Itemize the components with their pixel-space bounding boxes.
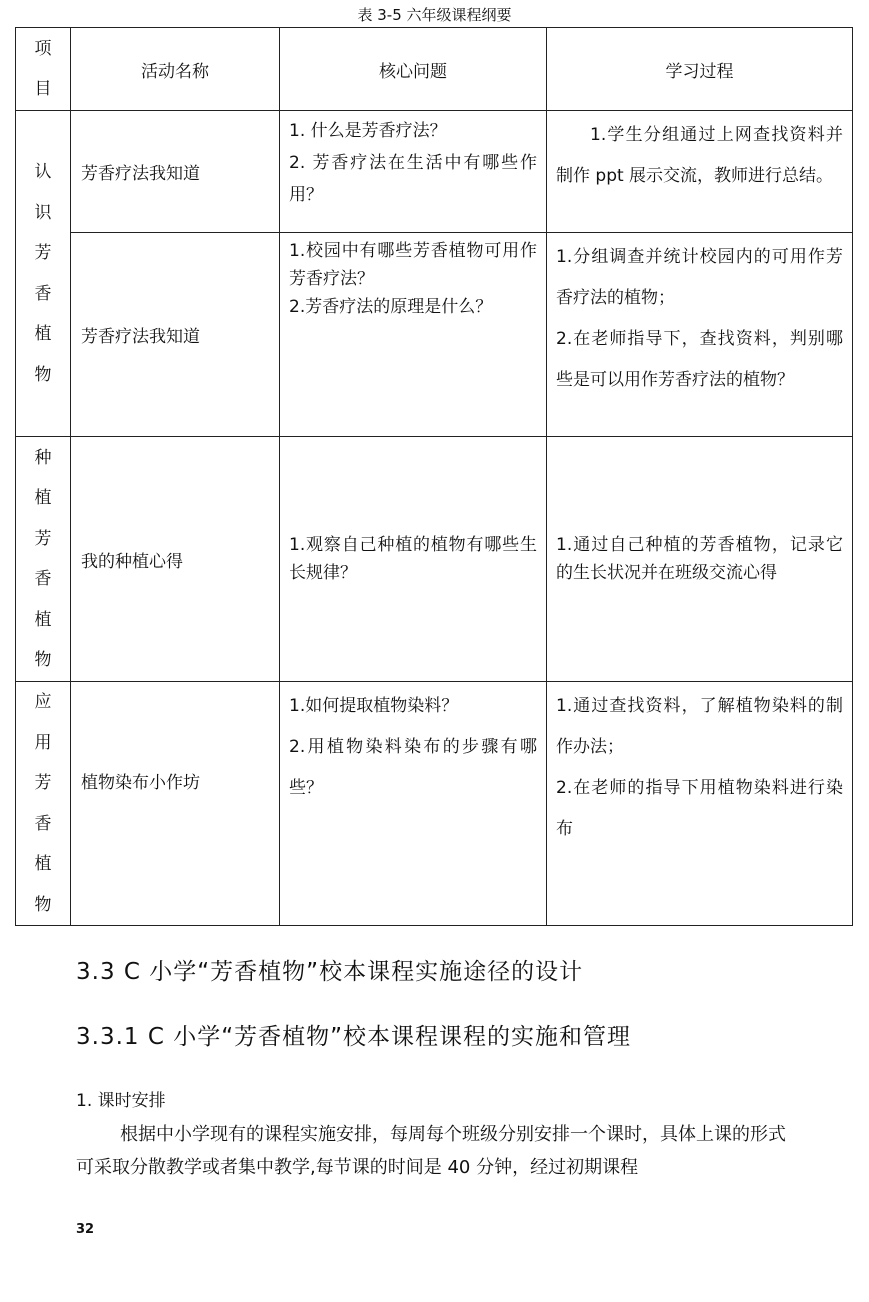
project-cell: 应用芳香植物 — [16, 682, 71, 926]
table-row — [16, 233, 853, 437]
list-item: 1. 课时安排 — [76, 1091, 166, 1111]
subsection-heading: 3.3.1 C 小学“芳香植物”校本课程课程的实施和管理 — [76, 1024, 632, 1050]
course-outline-table — [15, 27, 853, 926]
process-cell: 1.通过查找资料，了解植物染料的制作办法； 2.在老师的指导下用植物染料进行染布 — [547, 682, 853, 926]
project-cell: 认识芳香植物 — [16, 111, 71, 437]
header-question: 核心问题 — [280, 28, 547, 111]
project-cell: 种植芳香植物 — [16, 437, 71, 682]
table-caption: 表 3-5 六年级课程纲要 — [357, 6, 512, 24]
section-heading: 3.3 C 小学“芳香植物”校本课程实施途径的设计 — [76, 959, 584, 985]
activity-cell: 植物染布小作坊 — [71, 682, 280, 926]
process-cell: 1.分组调查并统计校园内的可用作芳香疗法的植物； 2.在老师指导下，查找资料，判别哪些是可以用作芳香疗法的植物？ — [547, 233, 853, 437]
body-paragraph — [76, 1118, 798, 1184]
question-cell: 1. 什么是芳香疗法？ 2. 芳香疗法在生活中有哪些作用？ — [280, 111, 547, 233]
activity-cell: 我的种植心得 — [71, 437, 280, 682]
table-row — [16, 437, 853, 682]
process-cell: 1.通过自己种植的芳香植物，记录它的生长状况并在班级交流心得 — [547, 437, 853, 682]
paragraph-text: 根据中小学现有的课程实施安排，每周每个班级分别安排一个课时，具体上课的形式可采取分散教学或者集中教学,每节课的时间是 40 分钟，经过初期课程 — [76, 1124, 786, 1178]
header-process: 学习过程 — [547, 28, 853, 111]
page-number: 32 — [76, 1222, 95, 1237]
question-cell: 1.校园中有哪些芳香植物可用作芳香疗法？ 2.芳香疗法的原理是什么？ — [280, 233, 547, 437]
table-row — [16, 682, 853, 926]
activity-cell: 芳香疗法我知道 — [71, 111, 280, 233]
header-activity: 活动名称 — [71, 28, 280, 111]
activity-cell: 芳香疗法我知道 — [71, 233, 280, 437]
header-project: 项目 — [16, 28, 71, 111]
table-header-row — [16, 28, 853, 111]
table-row — [16, 111, 853, 233]
question-cell: 1.观察自己种植的植物有哪些生长规律？ — [280, 437, 547, 682]
process-cell: 1.学生分组通过上网查找资料并制作 ppt 展示交流，教师进行总结。 — [547, 111, 853, 233]
question-cell: 1.如何提取植物染料？ 2.用植物染料染布的步骤有哪些？ — [280, 682, 547, 926]
